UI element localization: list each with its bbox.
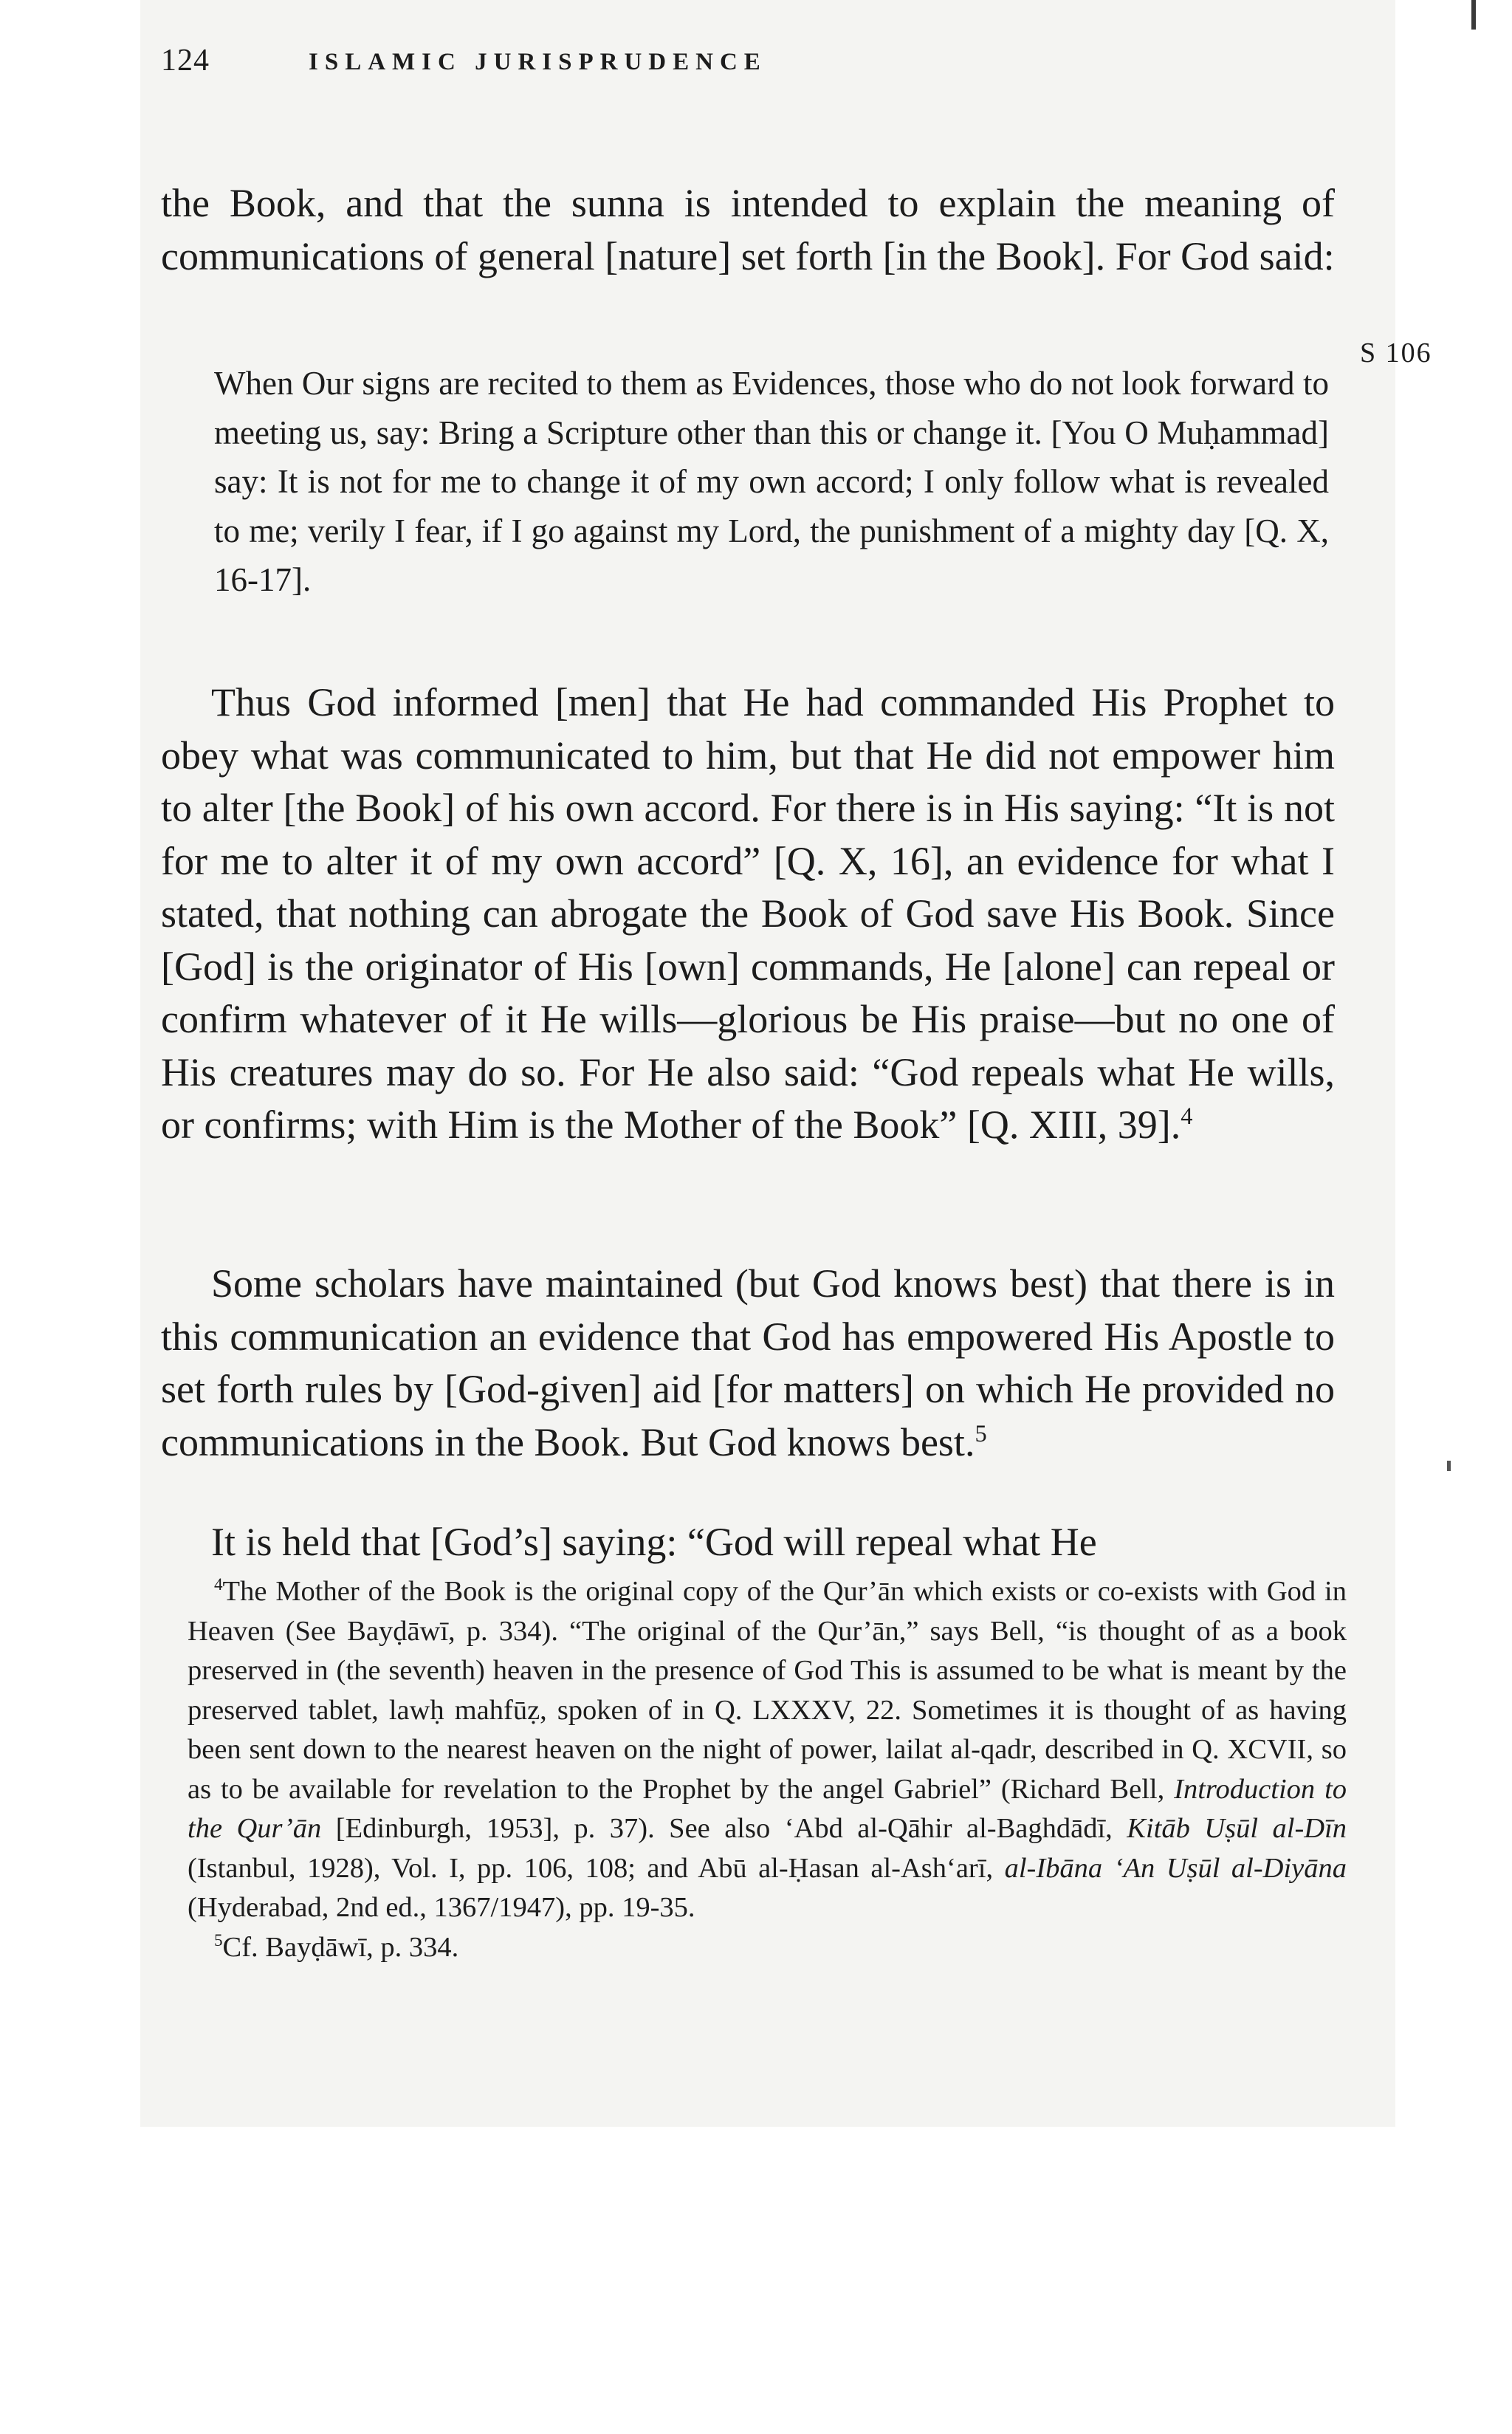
page-header <box>161 43 1342 87</box>
footnote-5 <box>188 1928 1347 1968</box>
margin-note: S 106 <box>1360 337 1432 368</box>
footnote-4-title3: al-Ibāna ‘An Uṣūl al-Diyāna <box>1004 1852 1347 1884</box>
footnote-ref-4[interactable]: 4 <box>1181 1103 1193 1130</box>
paragraph-thus-text: Thus God informed [men] that He had commanded His Prophet to obey what was communicated to him, but that He did not empower him to alter [the Book] of his own accord. For there is in His saying: “It is not for me to alter it of my own accord” [Q. X, 16], an evidence for what I stated, that nothing can abrogate the Book of God save His Book. Since [God] is the originator of His [own] commands, He [alone] can repeal or confirm whatever of it He wills—glorious be His praise—but no one of His creatures may do so. For He also said: “God repeals what He wills, or confirms; with Him is the Mother of the Book” [Q. XIII, 39]. <box>161 680 1335 1147</box>
page-number: 124 <box>161 44 210 78</box>
footnote-5-text: Cf. Bayḍāwī, p. 334. <box>222 1931 459 1963</box>
paragraph-some-scholars <box>161 1258 1335 1469</box>
paragraph-thus <box>161 676 1335 1152</box>
footnote-ref-5[interactable]: 5 <box>975 1420 987 1447</box>
edge-mark <box>1471 0 1476 30</box>
paragraph-some-text: Some scholars have maintained (but God knows best) that there is in this communication an evidence that God has empowered His Apostle to set forth rules by [God-given] aid [for matters] on which He provided no communications in the Book. But God knows best. <box>161 1261 1335 1464</box>
footnote-4-part4: (Hyderabad, 2nd ed., 1367/1947), pp. 19-35. <box>188 1892 695 1923</box>
paragraph-intro: the Book, and that the sunna is intended to explain the meaning of communications of general [nature] set forth [in the Book]. For God said: <box>161 181 1335 278</box>
footnote-4-part3: (Istanbul, 1928), Vol. I, pp. 106, 108; and Abū al-Ḥasan al-Ash‘arī, <box>188 1852 994 1884</box>
footnote-4-title2: Kitāb Uṣūl al-Dīn <box>1127 1813 1347 1844</box>
block-quote: When Our signs are recited to them as Evidences, those who do not look forward to meeting us, say: Bring a Scripture other than this or change it. [You O Muḥammad] say: It is not for me to change it of my own accord; I only follow what is revealed to me; verily I fear, if I go against my Lord, the punishment of a mighty day [Q. X, 16-17]. <box>214 365 1329 598</box>
paragraph-it-is-held: It is held that [God’s] saying: “God will repeal what He <box>211 1520 1097 1564</box>
running-head: ISLAMIC JURISPRUDENCE <box>309 49 767 75</box>
footnotes <box>188 1572 1347 1967</box>
footnote-4-part2: [Edinburgh, 1953], p. 37). See also ‘Abd al-Qāhir al-Baghdādī, <box>335 1813 1113 1844</box>
footnote-5-marker: 5 <box>214 1930 223 1950</box>
footnote-4 <box>188 1572 1347 1928</box>
footnote-4-marker: 4 <box>214 1574 223 1594</box>
footnote-4-part1: The Mother of the Book is the original copy of the Qur’ān which exists or co-exists with God in Heaven (See Bayḍāwī, p. 334). “The original of the Qur’ān,” says Bell, “is thought of as a book preserved in (the seventh) heaven in the presence of God This is assumed to be what is meant by the preserved tablet, lawḥ mahfūẓ, spoken of in Q. LXXXV, 22. Sometimes it is thought of as having been sent down to the nearest heaven on the night of power, lailat al-qadr, described in Q. XCVII, so as to be available for revelation to the Prophet by the angel Gabriel” (Richard Bell, <box>188 1576 1347 1805</box>
footnote-4-title1: Introduction to the Qur’ān <box>188 1773 1347 1844</box>
stray-mark <box>1447 1461 1451 1471</box>
